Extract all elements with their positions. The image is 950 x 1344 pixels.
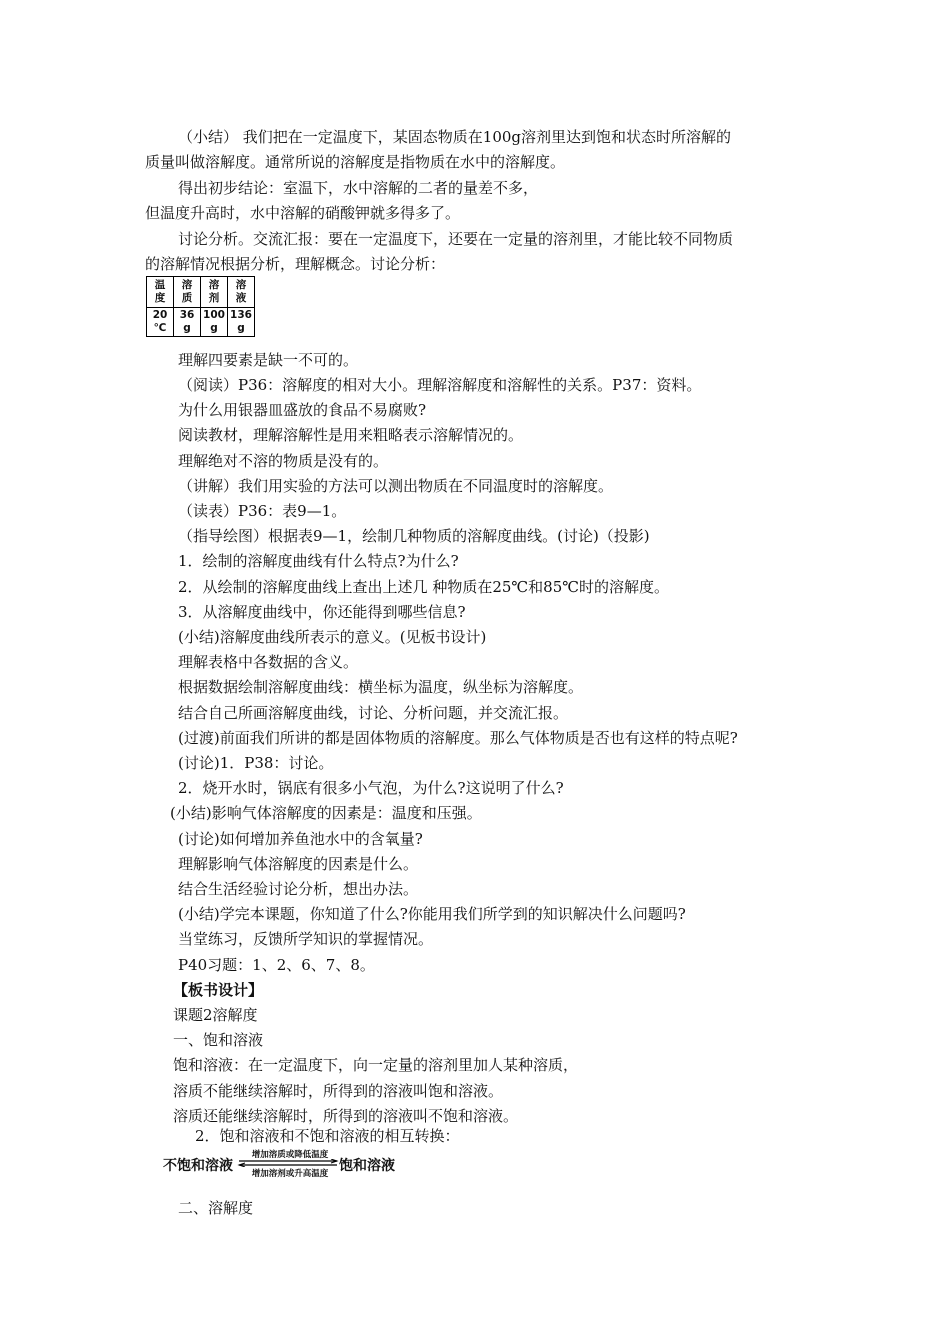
table-header-cell: 溶 质 bbox=[174, 277, 201, 308]
table-header-cell: 溶 剂 bbox=[201, 277, 228, 308]
table-header-cell: 溶 液 bbox=[228, 277, 255, 308]
text-line: 结合自己所画溶解度曲线，讨论、分析问题，并交流汇报。 bbox=[178, 704, 569, 722]
text-line: (小结)影响气体溶解度的因素是：温度和压强。 bbox=[170, 804, 482, 822]
text-line: 课题2溶解度 bbox=[173, 1006, 258, 1024]
text-line: 1．绘制的溶解度曲线有什么特点?为什么? bbox=[178, 552, 459, 570]
text-line: (小结)溶解度曲线所表示的意义。(见板书设计) bbox=[178, 628, 487, 646]
unsaturated-label: 不饱和溶液 bbox=[163, 1158, 233, 1174]
conversion-diagram bbox=[163, 1148, 403, 1178]
text-line: (小结)学完本课题，你知道了什么?你能用我们所学到的知识解决什么问题吗? bbox=[178, 905, 686, 923]
text-line: 理解影响气体溶解度的因素是什么。 bbox=[178, 855, 419, 873]
section-heading: 【板书设计】 bbox=[173, 981, 264, 999]
text-line: 结合生活经验讨论分析，想出办法。 bbox=[178, 880, 419, 898]
text-line: 当堂练习，反馈所学知识的掌握情况。 bbox=[178, 930, 434, 948]
text-line: 为什么用银器皿盛放的食品不易腐败? bbox=[178, 401, 427, 419]
text-line: （阅读）P36：溶解度的相对大小。理解溶解度和溶解性的关系。P37：资料。 bbox=[178, 376, 702, 394]
double-arrow-icon bbox=[237, 1159, 341, 1167]
text-line: 质量叫做溶解度。通常所说的溶解度是指物质在水中的溶解度。 bbox=[145, 153, 566, 171]
text-line: 理解四要素是缺一不可的。 bbox=[178, 351, 359, 369]
text-line: 溶质不能继续溶解时，所得到的溶液叫饱和溶液。 bbox=[173, 1082, 504, 1100]
text-line: 2．烧开水时，锅底有很多小气泡，为什么?这说明了什么? bbox=[178, 779, 564, 797]
text-line: 2．饱和溶液和不饱和溶液的相互转换： bbox=[195, 1127, 460, 1145]
table-cell: 36 g bbox=[174, 308, 201, 337]
text-line: 讨论分析。交流汇报：要在一定温度下，还要在一定量的溶剂里，才能比较不同物质 bbox=[178, 230, 734, 248]
text-line: （讲解）我们用实验的方法可以测出物质在不同温度时的溶解度。 bbox=[178, 477, 614, 495]
text-line: 阅读教材，理解溶解性是用来粗略表示溶解情况的。 bbox=[178, 426, 524, 444]
text-line: 理解表格中各数据的含义。 bbox=[178, 653, 359, 671]
saturated-label: 饱和溶液 bbox=[339, 1158, 395, 1174]
text-line: 得出初步结论：室温下，水中溶解的二者的量差不多， bbox=[178, 179, 539, 197]
table-row bbox=[147, 277, 255, 308]
text-line: (讨论)1．P38：讨论。 bbox=[178, 754, 334, 772]
table-cell: 100 g bbox=[201, 308, 228, 337]
text-line: 理解绝对不溶的物质是没有的。 bbox=[178, 452, 389, 470]
forward-condition: 增加溶质或降低温度 bbox=[251, 1150, 329, 1160]
text-line: 3．从溶解度曲线中，你还能得到哪些信息? bbox=[178, 603, 466, 621]
text-line: （小结） 我们把在一定温度下，某固态物质在100g溶剂里达到饱和状态时所溶解的 bbox=[178, 128, 732, 146]
text-line: 的溶解情况根据分析，理解概念。讨论分析： bbox=[145, 255, 446, 273]
section-heading: 二、溶解度 bbox=[178, 1199, 254, 1217]
solubility-table bbox=[146, 276, 255, 337]
table-header-cell: 温 度 bbox=[147, 277, 174, 308]
text-line: 但温度升高时，水中溶解的硝酸钾就多得多了。 bbox=[145, 204, 461, 222]
text-line: 饱和溶液：在一定温度下，向一定量的溶剂里加人某种溶质， bbox=[173, 1056, 579, 1074]
text-line: 根据数据绘制溶解度曲线：横坐标为温度，纵坐标为溶解度。 bbox=[178, 678, 584, 696]
text-line: 2．从绘制的溶解度曲线上查出上述几 种物质在25℃和85℃时的溶解度。 bbox=[178, 578, 670, 596]
text-line: P40习题：1、2、6、7、8。 bbox=[178, 956, 375, 974]
text-line: （读表）P36：表9—1。 bbox=[178, 502, 347, 520]
text-line: 一、饱和溶液 bbox=[173, 1031, 264, 1049]
table-cell: 136 g bbox=[228, 308, 255, 337]
text-line: 溶质还能继续溶解时，所得到的溶液叫不饱和溶液。 bbox=[173, 1107, 519, 1125]
text-line: (过渡)前面我们所讲的都是固体物质的溶解度。那么气体物质是否也有这样的特点呢? bbox=[178, 729, 738, 747]
backward-condition: 增加溶剂或升高温度 bbox=[251, 1169, 329, 1179]
table-cell: 20 ℃ bbox=[147, 308, 174, 337]
table-row bbox=[147, 308, 255, 337]
text-line: (讨论)如何增加养鱼池水中的含氧量? bbox=[178, 830, 423, 848]
text-line: （指导绘图）根据表9—1，绘制几种物质的溶解度曲线。(讨论)（投影) bbox=[178, 527, 650, 545]
